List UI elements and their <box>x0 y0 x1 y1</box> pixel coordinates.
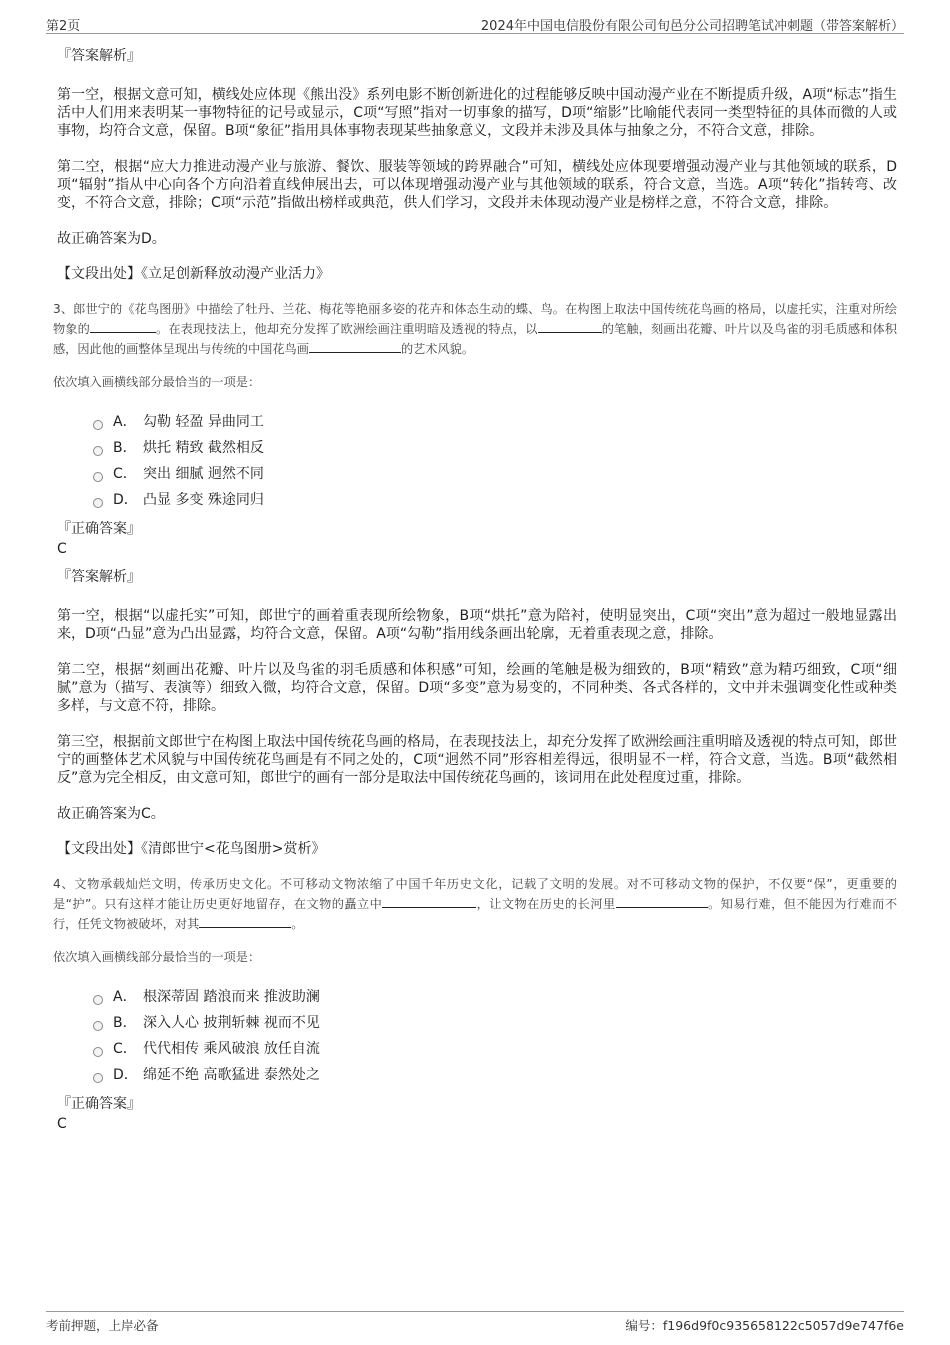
option-a[interactable]: A． 根深蒂固 踏浪而来 推波助澜 <box>93 984 897 1010</box>
radio-button[interactable] <box>93 446 103 456</box>
option-d[interactable]: D． 绵延不绝 高歌猛进 泰然处之 <box>93 1062 897 1088</box>
source-citation: 【文段出处】《立足创新释放动漫产业活力》 <box>57 266 330 282</box>
source-citation: 【文段出处】《清郎世宁<花鸟图册>赏析》 <box>57 841 326 857</box>
radio-button[interactable] <box>93 420 103 430</box>
fill-blank <box>382 894 476 908</box>
option-b[interactable]: B． 深入人心 披荆斩棘 视而不见 <box>93 1010 897 1036</box>
footer-slogan: 考前押题，上岸必备 <box>46 1318 159 1333</box>
radio-button[interactable] <box>93 1073 103 1083</box>
correct-answer: C <box>57 1116 67 1132</box>
page-header <box>46 11 904 34</box>
analysis-tag: 『答案解析』 <box>57 569 141 585</box>
radio-button[interactable] <box>93 1021 103 1031</box>
radio-button[interactable] <box>93 1047 103 1057</box>
option-c[interactable]: C． 代代相传 乘风破浪 放任自流 <box>93 1036 897 1062</box>
analysis-tag: 『答案解析』 <box>57 48 141 64</box>
option-b[interactable]: B． 烘托 精致 截然相反 <box>93 435 897 461</box>
fill-blank <box>199 914 291 928</box>
page-content <box>53 40 898 1142</box>
question-prompt: 依次填入画横线部分最恰当的一项是： <box>53 375 261 389</box>
correct-answer-tag: 『正确答案』 <box>57 521 141 537</box>
radio-button[interactable] <box>93 995 103 1005</box>
question-prompt: 依次填入画横线部分最恰当的一项是： <box>53 950 261 964</box>
conclusion: 故正确答案为D。 <box>57 231 166 247</box>
correct-answer: C <box>57 541 67 557</box>
radio-button[interactable] <box>93 498 103 508</box>
analysis-paragraph: 第二空，根据“刻画出花瓣、叶片以及鸟雀的羽毛质感和体积感”可知，绘画的笔触是极为细致的，B项“精致”意为精巧细致，C项“细腻”意为（描写、表演等）细致入微，均符合文意，保留。D项“多变”意为易变的，不同种类、各式各样的，文中并未强调变化性或种类多样，与文意不符，排除。 <box>57 662 897 714</box>
analysis-paragraph: 第三空，根据前文郎世宁在构图上取法中国传统花鸟画的格局，在表现技法上，却充分发挥了欧洲绘画注重明暗及透视的特点可知，郎世宁的画整体艺术风貌与中国传统花鸟画是有不同之处的，C项“迥然不同”形容相差得远，很明显不一样，符合文意，当选。B项“截然相反”意为完全相反，由文意可知，郎世宁的画有一部分是取法中国传统花鸟画的，该词用在此处程度过重，排除。 <box>57 734 897 786</box>
question-3-text: 3、郎世宁的《花鸟图册》中描绘了牡丹、兰花、梅花等艳丽多姿的花卉和体态生动的蝶、鸟。在构图上取法中国传统花鸟画的格局，以虚托实，注重对所绘物象的 。在表现技法上，他却充分发挥了欧洲绘画注重明暗及透视的特点，以 的笔触，刻画出花瓣、叶片以及鸟雀的羽毛质感和体积感，因此他的画整体呈现出与传统的中国花鸟画 的艺术风貌。 <box>53 302 898 356</box>
option-c[interactable]: C． 突出 细腻 迥然不同 <box>93 461 897 487</box>
question-3-options <box>93 409 897 513</box>
fill-blank <box>309 339 401 353</box>
document-title: 2024年中国电信股份有限公司旬邑分公司招聘笔试冲刺题（带答案解析） <box>480 19 904 34</box>
option-d[interactable]: D． 凸显 多变 殊途同归 <box>93 487 897 513</box>
question-4-options <box>93 984 897 1088</box>
page-number: 第2页 <box>46 19 81 34</box>
correct-answer-tag: 『正确答案』 <box>57 1096 141 1112</box>
fill-blank <box>538 319 602 333</box>
analysis-paragraph: 第一空，根据“以虚托实”可知，郎世宁的画着重表现所绘物象，B项“烘托”意为陪衬，使明显突出，C项“突出”意为超过一般地显露出来，D项“凸显”意为凸出显露，均符合文意，保留。A项“勾勒”指用线条画出轮廓，无着重表现之意，排除。 <box>57 608 897 642</box>
analysis-paragraph: 第一空，根据文意可知，横线处应体现《熊出没》系列电影不断创新进化的过程能够反映中国动漫产业在不断提质升级，A项“标志”指生活中人们用来表明某一事物特征的记号或显示，C项“写照”指对一切事象的描写，D项“缩影”比喻能代表同一类型特征的具体而微的人或事物，均符合文意，保留。B项“象征”指用具体事物表现某些抽象意义，文段并未涉及具体与抽象之分，不符合文意，排除。 <box>57 87 897 139</box>
question-4-text: 4、文物承载灿烂文明，传承历史文化。不可移动文物浓缩了中国千年历史文化，记载了文明的发展。对不可移动文物的保护，不仅要“保”，更重要的是“护”。只有这样才能让历史更好地留存，在文物的矗立中 ，让文物在历史的长河里 。知易行难，但不能因为行难而不行，任凭文物被破坏，对其 。 <box>53 877 898 931</box>
radio-button[interactable] <box>93 472 103 482</box>
fill-blank <box>90 319 156 333</box>
option-a[interactable]: A． 勾勒 轻盈 异曲同工 <box>93 409 897 435</box>
analysis-paragraph: 第二空，根据“应大力推进动漫产业与旅游、餐饮、服装等领域的跨界融合”可知，横线处应体现要增强动漫产业与其他领域的联系，D项“辐射”指从中心向各个方向沿着直线伸展出去，可以体现增强动漫产业与其他领域的联系，符合文意，当选。A项“转化”指转弯、改变，不符合文意，排除；C项“示范”指做出榜样或典范，供人们学习，文段并未体现动漫产业是榜样之意，不符合文意，排除。 <box>57 159 897 211</box>
document-id: 编号：f196d9f0c935658122c5057d9e747f6e <box>625 1318 904 1333</box>
conclusion: 故正确答案为C。 <box>57 806 165 822</box>
fill-blank <box>616 894 708 908</box>
page-footer <box>46 1311 904 1334</box>
